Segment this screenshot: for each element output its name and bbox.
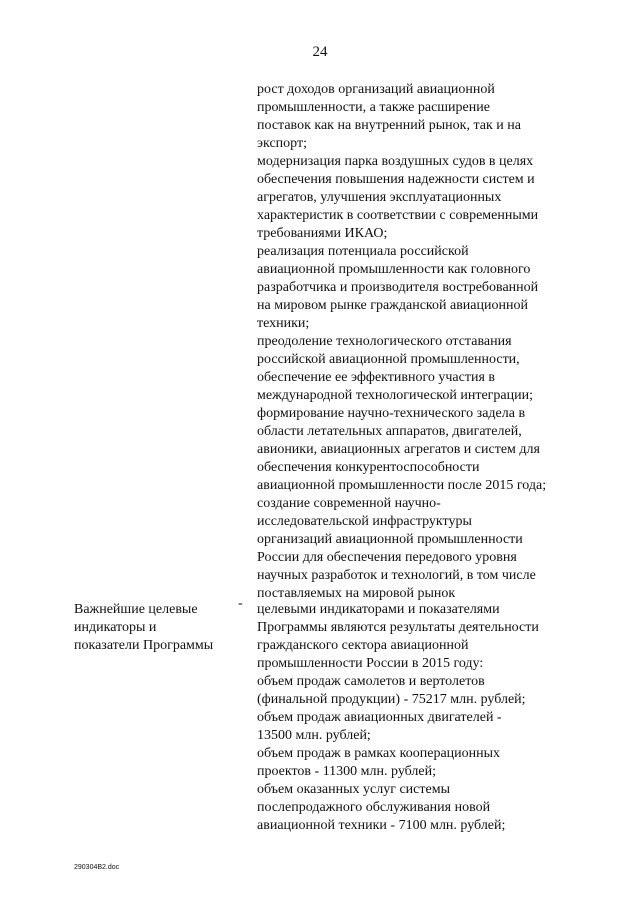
text-line: научных разработок и технологий, в том числе [257, 568, 536, 583]
text-line: модернизация парка воздушных судов в целях [257, 154, 534, 169]
text-line: промышленности, а также расширение [257, 100, 490, 115]
text-line: Программы являются результаты деятельности [257, 620, 539, 635]
text-line: объем продаж в рамках кооперационных [257, 746, 501, 761]
text-line: исследовательской инфраструктуры [257, 514, 472, 529]
text-line: России для обеспечения передового уровня [257, 550, 517, 565]
text-line: на мировом рынке гражданской авиационной [257, 298, 528, 313]
text-line: 13500 млн. рублей; [257, 728, 371, 743]
text-line: поставляемых на мировой рынок [257, 586, 456, 601]
text-line: требованиями ИКАО; [257, 226, 388, 241]
text-line: авионики, авиационных агрегатов и систем для [257, 442, 540, 457]
text-line: рост доходов организаций авиационной [257, 82, 495, 97]
text-line: разработчика и производителя востребованной [257, 280, 539, 295]
text-line: объем продаж самолетов и вертолетов [257, 674, 485, 689]
text-line: послепродажного обслуживания новой [257, 800, 491, 815]
text-line: создание современной научно- [257, 496, 441, 511]
text-line: проектов - 11300 млн. рублей; [257, 764, 437, 779]
text-line: международной технологической интеграции; [257, 388, 533, 403]
text-line: обеспечения конкурентоспособности [257, 460, 480, 475]
text-line: организаций авиационной промышленности [257, 532, 523, 547]
text-line: целевыми индикаторами и показателями [257, 602, 500, 617]
text-line: российской авиационной промышленности, [257, 352, 520, 367]
text-line: экспорт; [257, 136, 307, 151]
text-line: реализация потенциала российской [257, 244, 469, 259]
section-label-line: Важнейшие целевые [74, 602, 198, 617]
text-line: авиационной промышленности после 2015 года; [257, 478, 547, 493]
text-line: объем продаж авиационных двигателей - [257, 710, 502, 725]
text-line: гражданского сектора авиационной [257, 638, 469, 653]
page-number: 24 [312, 44, 328, 60]
section-label-line: показатели Программы [74, 638, 214, 653]
text-line: преодоление технологического отставания [257, 334, 512, 349]
footer-filename: 290304B2.doc [74, 864, 120, 871]
text-line: объем оказанных услуг системы [257, 782, 450, 797]
text-line: области летательных аппаратов, двигателей, [257, 424, 522, 439]
text-line: техники; [257, 316, 310, 331]
text-line: агрегатов, улучшения эксплуатационных [257, 190, 502, 205]
text-line: (финальной продукции) - 75217 млн. рублей; [257, 692, 526, 707]
text-line: промышленности России в 2015 году: [257, 656, 484, 671]
text-line: обеспечение ее эффективного участия в [257, 370, 496, 385]
text-line: авиационной техники - 7100 млн. рублей; [257, 818, 506, 833]
label-dash: - [238, 596, 243, 611]
section-label-line: индикаторы и [74, 620, 157, 635]
text-line: характеристик в соответствии с современными [257, 208, 539, 223]
text-line: авиационной промышленности как головного [257, 262, 531, 277]
text-line: обеспечения повышения надежности систем и [257, 172, 535, 187]
text-line: формирование научно-технического задела в [257, 406, 526, 421]
text-line: поставок как на внутренний рынок, так и на [257, 118, 521, 133]
